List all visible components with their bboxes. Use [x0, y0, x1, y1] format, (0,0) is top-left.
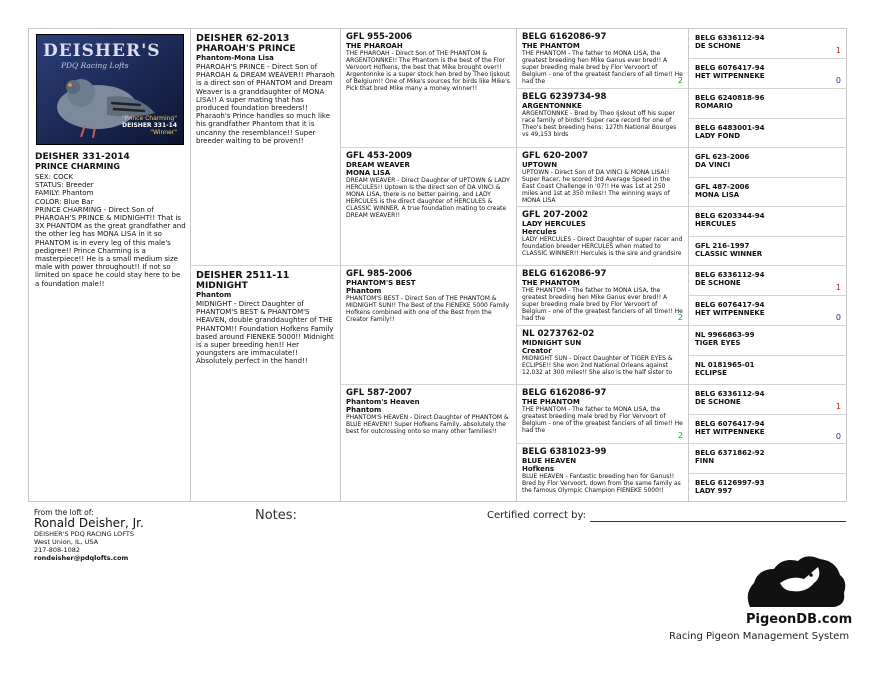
gen3-cell	[341, 266, 516, 385]
gen4-cell	[517, 207, 688, 266]
gen3-description: PHANTOM'S BEST - Direct Son of THE PHANTOM & MIDNIGHT SUN!! The Best of the FIENEKE 5000 Family Hofkens combined with one of the Best from the Creator Family!!	[346, 295, 510, 324]
gen4-mark: 2	[677, 431, 683, 440]
gen5-cell	[689, 444, 846, 474]
loft-name: DEISHER'S PDQ RACING LOFTS	[34, 530, 134, 538]
gen5-band: BELG 6336112-94	[695, 271, 765, 279]
gen5-name: LADY FOND	[695, 132, 741, 140]
gen5-band: BELG 6336112-94	[695, 34, 765, 42]
gen5-cell	[689, 296, 846, 326]
gen5-cell	[689, 148, 846, 178]
gen4-cell	[517, 326, 688, 385]
gen5-name: DE SCHONE	[695, 279, 741, 287]
gen5-band: BELG 6076417-94	[695, 301, 765, 309]
gen3-name: THE PHAROAH	[346, 42, 403, 50]
gen5-band: BELG 6336112-94	[695, 390, 765, 398]
sire-strain: Phantom-Mona Lisa	[196, 54, 274, 62]
from-label: From the loft of:	[34, 508, 94, 517]
gen5-cell	[689, 415, 846, 444]
logo-caption-band: DEISHER 331-14	[122, 122, 177, 129]
gen4-cell	[517, 89, 688, 148]
signature-line[interactable]	[590, 521, 846, 522]
gen4-description: LADY HERCULES - Direct Daughter of super racer and foundation breeder HERCULES when mated to CLASSIC WINNER!! Hercules is the sire and grandsire	[522, 236, 683, 258]
gen5-name: HET WITPENNEKE	[695, 72, 765, 80]
gen3-description: PHANTOM'S HEAVEN - Direct Daughter of PHANTOM & BLUE HEAVEN!! Super Hofkens Family, absolutely the best for outcrossing onto so many other families!!	[346, 414, 509, 436]
gen4-band: BELG 6162086-97	[522, 32, 607, 42]
loft-email: rondeisher@pdqlofts.com	[34, 554, 129, 562]
gen5-cell	[689, 356, 846, 385]
gen5-cell	[689, 326, 846, 356]
loft-contact	[34, 508, 144, 562]
gen5-name: FINN	[695, 457, 715, 465]
gen5-cell	[689, 178, 846, 207]
grandparents-column	[341, 29, 517, 501]
subject-description: PRINCE CHARMING - Direct Son of PHAROAH'S PRINCE & MIDNIGHT!! That is 3X PHANTOM as the great grandfather and the other leg has MONA LISA in it so PHANTOM is in every leg of this male's pedigree!! Prince Charming is a masterpiece!! He is a small medium size male with power throughout!! If not so limited on space he could stay here to be a foundation male!!	[35, 205, 186, 288]
gen5-name: DE SCHONE	[695, 398, 741, 406]
brand-tagline: Racing Pigeon Management System	[669, 631, 850, 642]
gen4-description: BLUE HEAVEN - Fantastic breeding hen for Ganus!! Bred by Flor Vervoort, down from the same family as the famous Olympic Champion FIENEKE 5000!!	[522, 473, 681, 495]
gen5-cell	[689, 385, 846, 415]
dam-band: DEISHER 2511-11	[196, 270, 290, 281]
gen4-mark: 2	[677, 313, 683, 322]
gen4-cell	[517, 385, 688, 444]
gen5-cell	[689, 237, 846, 266]
gen4-name: THE PHANTOM	[522, 398, 580, 406]
gen4-band: BELG 6162086-97	[522, 269, 607, 279]
gen5-band: BELG 6076417-94	[695, 420, 765, 428]
gen4-band: GFL 620-2007	[522, 151, 589, 161]
gen5-band: GFL 216-1997	[695, 242, 750, 250]
gen4-description: THE PHANTOM - The father to MONA LISA, the greatest breeding hen Mike Ganus ever bred!! A super breeding male bred by Flor Vervoort of Belgium - one of the greatest fanciers of all time!! He had the	[522, 287, 683, 323]
gen5-band: NL 9966863-99	[695, 331, 755, 339]
owner-name: Ronald Deisher, Jr.	[34, 516, 144, 530]
gen5-band: BELG 6371862-92	[695, 449, 765, 457]
pedigree-chart	[28, 28, 847, 502]
gen5-cell	[689, 89, 846, 119]
dam-description: MIDNIGHT - Direct Daughter of PHANTOM'S BEST & PHANTOM'S HEAVEN, double granddaughter of THE PHANTOM!! Foundation Hofkens Family based around FIENEKE 5000!! Midnight is a super breeding hen!! Her youngsters are immaculate!! Absolutely perfect in the hand!!	[196, 300, 334, 366]
gen4-band: BELG 6381023-99	[522, 447, 607, 457]
gen4-name: MIDNIGHT SUN	[522, 339, 582, 347]
sire-description: PHAROAH'S PRINCE - Direct Son of PHAROAH & DREAM WEAVER!! Pharaoh is a direct son of PHANTOM and Dream Weaver is a granddaughter of MONA LISA!! A super mating that has produced foundation breeders!! Pharaoh's Prince handles so much like his grandfather Phantom that it is uncanny the resemblance!! Super breeder waiting to be proven!!	[196, 63, 335, 145]
gen3-band: GFL 955-2006	[346, 32, 413, 42]
gen5-mark: 0	[835, 432, 841, 441]
gen5-band: NL 0181965-01	[695, 361, 755, 369]
subject-color: COLOR: Blue Bar	[35, 197, 94, 206]
subject-status: STATUS: Breeder	[35, 181, 94, 190]
gen5-cell	[689, 266, 846, 296]
gen4-cell	[517, 444, 688, 502]
subject-info	[35, 152, 186, 288]
loft-city: West Union, IL, USA	[34, 538, 99, 546]
pigeondb-logo-icon	[744, 553, 848, 609]
dam-strain: Phantom	[196, 291, 232, 299]
gen4-strain: Creator	[522, 347, 552, 355]
gen5-cell	[689, 474, 846, 502]
sire-name: PHAROAH'S PRINCE	[196, 44, 296, 54]
gen5-mark: 1	[835, 46, 841, 55]
gen4-description: THE PHANTOM - The father to MONA LISA, the greatest breeding hen Mike Ganus ever bred!! A super breeding male bred by Flor Vervoort of Belgium - one of the greatest fanciers of all time!! He had the	[522, 50, 683, 86]
gen3-band: GFL 453-2009	[346, 151, 413, 161]
gen5-name: DA VINCI	[695, 161, 731, 169]
gen5-band: GFL 487-2006	[695, 183, 750, 191]
logo-subtitle: PDQ Racing Lofts	[61, 61, 129, 70]
dam-cell	[191, 266, 340, 502]
gen4-band: GFL 207-2002	[522, 210, 589, 220]
gen5-band: BELG 6203344-94	[695, 212, 765, 220]
loft-phone: 217-808-1082	[34, 546, 81, 554]
gen5-name: DE SCHONE	[695, 42, 741, 50]
gen4-band: BELG 6162086-97	[522, 388, 607, 398]
subject-details	[35, 173, 186, 206]
gen3-description: THE PHAROAH - Direct Son of THE PHANTOM & ARGENTONNKE!! The Phantom is the best of the Flor Vervoort Hofkens, the best that Mike brought over!! Argentonnke is a super stock hen bred by Theo Ijskout of Belgium!! One of Mike's sources for birds like Mike's Pick that bred Mike many a money winner!!	[346, 50, 510, 93]
gen5-cell	[689, 59, 846, 89]
gen3-cell	[341, 148, 516, 266]
notes-label: Notes:	[255, 508, 297, 523]
logo-title: DEISHER'S	[43, 41, 161, 61]
gen4-cell	[517, 148, 688, 207]
brand-name: PigeonDB.com	[746, 612, 853, 627]
sire-cell	[191, 29, 340, 266]
gen4-strain: Hofkens	[522, 465, 555, 473]
gen4-mark: 2	[677, 76, 683, 85]
logo-caption	[122, 115, 177, 136]
gen5-band: BELG 6076417-94	[695, 64, 765, 72]
gen3-band: GFL 985-2006	[346, 269, 413, 279]
certified-label: Certified correct by:	[487, 510, 587, 521]
gen3-description: DREAM WEAVER - Direct Daughter of UPTOWN & LADY HERCULES!! Uptown is the direct son of DA VINCI & MONA LISA, there is no better pairing, and LADY HERCULES is the direct daughter of HERCULES & CLASSIC WINNER. A true foundation mating to create DREAM WEAVER!!	[346, 177, 510, 220]
logo-caption-tag: "Winner"	[150, 129, 177, 136]
gen5-column	[689, 29, 846, 501]
gen3-cell	[341, 29, 516, 148]
logo-caption-name: "Prince Charming"	[121, 115, 177, 122]
gen5-name: LADY 997	[695, 487, 733, 495]
gen3-band: GFL 587-2007	[346, 388, 413, 398]
gen5-band: BELG 6483001-94	[695, 124, 765, 132]
great-grandparents-column	[517, 29, 689, 501]
gen3-name: Phantom's Heaven	[346, 398, 420, 406]
gen3-strain: Phantom	[346, 406, 382, 414]
gen5-mark: 1	[835, 283, 841, 292]
gen5-name: ROMARIO	[695, 102, 733, 110]
subject-band: DEISHER 331-2014	[35, 152, 130, 162]
subject-column	[29, 29, 191, 501]
gen5-name: HET WITPENNEKE	[695, 309, 765, 317]
loft-logo	[36, 34, 184, 145]
gen4-description: UPTOWN - Direct Son of DA VINCI & MONA LISA!! Super Racer, he scored 3rd Average Speed in the East Coast Challenge in '07!! He was 1st at 250 miles and 1st at 350 miles!! The winning ways of MONA LISA	[522, 169, 671, 205]
gen3-cell	[341, 385, 516, 502]
sire-band: DEISHER 62-2013	[196, 33, 290, 44]
gen5-name: ECLIPSE	[695, 369, 727, 377]
dam-name: MIDNIGHT	[196, 281, 248, 291]
gen5-cell	[689, 207, 846, 237]
gen4-band: NL 0273762-02	[522, 329, 595, 339]
gen4-cell	[517, 29, 688, 89]
gen5-mark: 1	[835, 402, 841, 411]
gen4-description: MIDNIGHT SUN - Direct Daughter of TIGER EYES & ECLIPSE!! She won 2nd National Orleans against 12,032 at 300 miles!! She also is the half sister to	[522, 355, 673, 377]
gen5-name: MONA LISA	[695, 191, 740, 199]
gen5-mark: 0	[835, 76, 841, 85]
gen4-name: THE PHANTOM	[522, 279, 580, 287]
gen5-name: CLASSIC WINNER	[695, 250, 763, 258]
gen3-name: PHANTOM'S BEST	[346, 279, 416, 287]
gen5-name: TIGER EYES	[695, 339, 741, 347]
gen4-name: LADY HERCULES	[522, 220, 586, 228]
gen4-band: BELG 6239734-98	[522, 92, 607, 102]
subject-name: PRINCE CHARMING	[35, 162, 120, 171]
subject-sex: SEX: COCK	[35, 173, 74, 181]
gen4-cell	[517, 266, 688, 326]
gen3-strain: MONA LISA	[346, 169, 391, 177]
gen5-name: HERCULES	[695, 220, 737, 228]
gen5-band: BELG 6126997-93	[695, 479, 765, 487]
gen4-description: ARGENTONNKE - Bred by Theo Ijskout off his super race family of birds!! Super race record for one of Theo's best breeding hens: 127th National Bourges vs 49,153 birds	[522, 110, 677, 139]
gen4-name: UPTOWN	[522, 161, 558, 169]
gen4-name: ARGENTONNKE	[522, 102, 582, 110]
gen4-name: BLUE HEAVEN	[522, 457, 577, 465]
gen5-name: HET WITPENNEKE	[695, 428, 765, 436]
gen5-band: BELG 6240818-96	[695, 94, 765, 102]
gen5-band: GFL 623-2006	[695, 153, 750, 161]
subject-family: FAMILY: Phantom	[35, 189, 94, 198]
gen5-cell	[689, 119, 846, 148]
gen4-description: THE PHANTOM - The father to MONA LISA, the greatest breeding male bred by Flor Vervoort of Belgium - one of the greatest fanciers of all time!! He had the	[522, 406, 683, 435]
gen5-mark: 0	[835, 313, 841, 322]
gen4-name: THE PHANTOM	[522, 42, 580, 50]
gen3-name: DREAM WEAVER	[346, 161, 410, 169]
gen3-strain: Phantom	[346, 287, 382, 295]
parents-column	[191, 29, 341, 501]
gen4-strain: Hercules	[522, 228, 557, 236]
gen5-cell	[689, 29, 846, 59]
